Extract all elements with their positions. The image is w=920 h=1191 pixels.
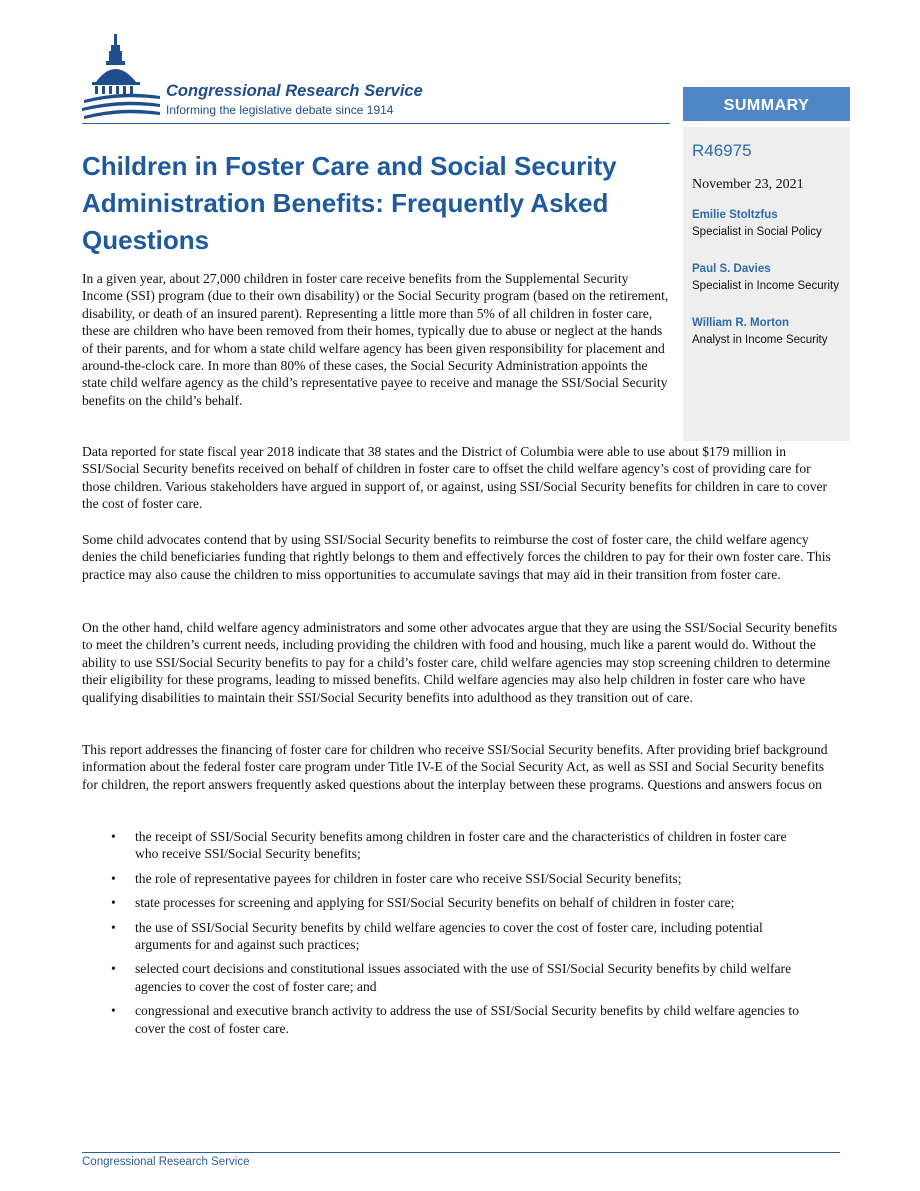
bullet-icon: • [111,870,116,886]
footer-divider [82,1152,840,1153]
report-date: November 23, 2021 [692,177,804,192]
report-number: R46975 [692,141,752,160]
list-item [82,894,802,911]
author-title: Specialist in Income Security [692,280,840,292]
list-item-text: congressional and executive branch activity to address the use of SSI/Social Security benefits by child welfare agencies to cover the cost of foster care. [135,1003,799,1036]
list-item [82,1002,802,1037]
author [692,261,840,295]
summary-paragraph: In a given year, about 27,000 children in foster care receive benefits from the Supplemental Security Income (SSI) program (due to their own disability) or the Social Security program (based on the retirement, disability, or death of an insured parent). Representing a little more than 5% of all children in foster care, these are children who have been removed from their homes, typically due to abuse or neglect at the hands of their parents, and for whom a state child welfare agency has been given responsibility for placement and around-the-clock care. In more than 80% of these cases, the Social Security Administration appoints the state child welfare agency as the child’s representative payee to receive and manage the SSI/Social Security benefits on the child’s behalf. [82,271,669,408]
list-item [82,919,802,954]
footer-text: Congressional Research Service [82,1156,250,1168]
org-tagline: Informing the legislative debate since 1914 [166,103,394,117]
list-item-text: selected court decisions and constitutional issues associated with the use of SSI/Social Security benefits by child welfare agencies to cover the cost of foster care; and [135,961,792,994]
org-name: Congressional Research Service [166,82,423,100]
author-name: William R. Morton [692,317,790,329]
summary-paragraph: This report addresses the financing of foster care for children who receive SSI/Social Security benefits. After providing brief background information about the federal foster care program under Title IV-E of the Social Security Act, as well as SSI and Social Security benefits for children, the report answers frequently asked questions about the interplay between these programs. Questions and answers focus on [82,742,828,792]
summary-paragraph: Data reported for state fiscal year 2018 indicate that 38 states and the District of Columbia were able to use about $179 million in SSI/Social Security benefits received on behalf of children in foster care to offset the child welfare agency’s cost of providing care for those children. Various stakeholders have argued in support of, or against, using SSI/Social Security benefits for children in care to cover the cost of foster care. [82,444,828,512]
header-divider [82,123,670,124]
author-name: Emilie Stoltzfus [692,209,778,221]
bullet-icon: • [111,829,116,844]
author-title: Analyst in Income Security [692,334,828,346]
list-item [82,828,802,863]
summary-paragraph: Some child advocates contend that by using SSI/Social Security benefits to reimburse the cost of foster care, the child welfare agency denies the child beneficiaries funding that rightly belongs to them and effectively forces the children to pay for their own foster care. This practice may also cause the children to miss opportunities to accumulate savings that may aid in their transition from foster care. [82,532,831,582]
author [692,207,840,241]
bullet-icon: • [111,895,116,911]
list-item-text: the role of representative payees for children in foster care who receive SSI/Social Security benefits; [135,870,682,886]
bullet-icon: • [111,961,116,977]
summary-heading: SUMMARY [683,87,850,121]
focus-list [82,828,802,1044]
list-item-text: state processes for screening and applying for SSI/Social Security benefits on behalf of children in foster care; [135,895,735,911]
author-title: Specialist in Social Policy [692,226,822,238]
bullet-icon: • [111,919,116,935]
bullet-icon: • [111,1003,116,1019]
summary-paragraph: On the other hand, child welfare agency administrators and some other advocates argue that they are using the SSI/Social Security benefits to meet the children’s current needs, including providing the children with food and housing, much like a parent would do. Without the ability to use SSI/Social Security benefits to pay for a child’s foster care, child welfare agencies may stop screening children to determine their eligibility for these programs, leading to missed benefits. Child welfare agencies may also help children in foster care who have qualifying disabilities to maintain their SSI/Social Security benefits into adulthood as they transition out of care. [82,620,838,705]
author [692,315,840,349]
list-item [82,870,802,887]
list-item-text: the receipt of SSI/Social Security benefits among children in foster care and the characteristics of children in foster care who receive SSI/Social Security benefits; [135,829,787,862]
summary-sidebar [683,127,850,441]
list-item [82,960,802,995]
list-item-text: the use of SSI/Social Security benefits by child welfare agencies to cover the cost of foster care, including potential arguments for and against such practices; [135,919,763,953]
author-name: Paul S. Davies [692,263,771,275]
report-title: Children in Foster Care and Social Security Administration Benefits: Frequently Asked Questions [82,151,617,255]
